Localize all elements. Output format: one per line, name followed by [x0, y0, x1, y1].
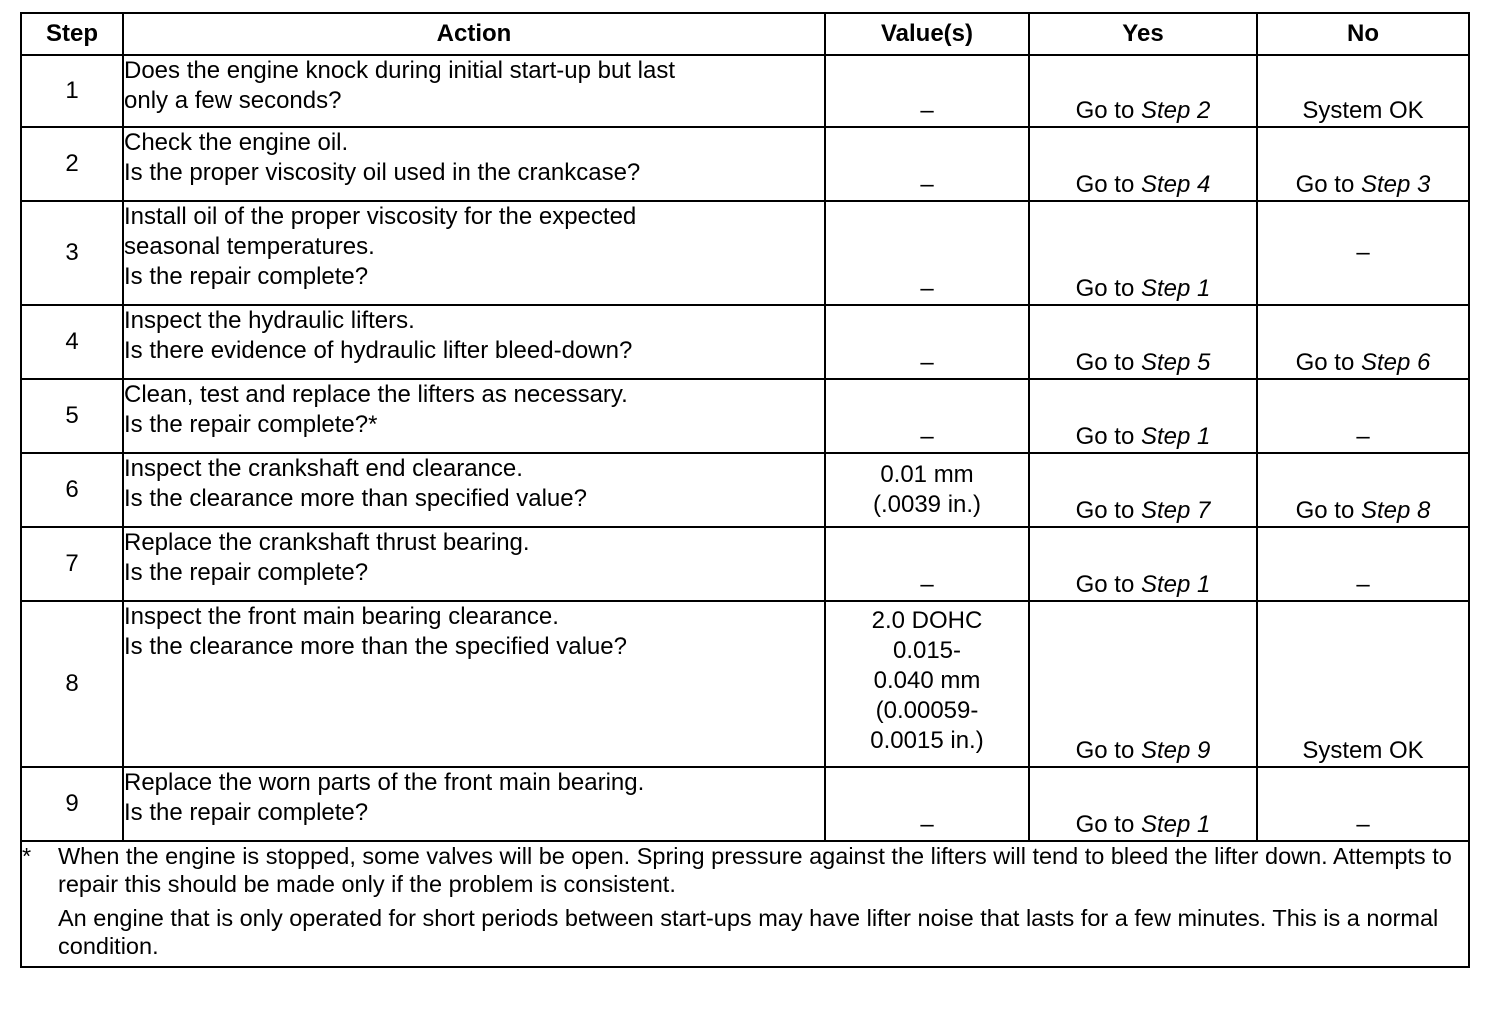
goto-prefix: Go to: [1295, 171, 1361, 198]
yes-cell: [1029, 601, 1257, 767]
value-cell: –: [825, 379, 1029, 453]
yes-cell: [1029, 453, 1257, 527]
yes-cell: [1029, 767, 1257, 841]
table-row: [21, 453, 1469, 527]
goto-prefix: Go to: [1295, 349, 1361, 376]
goto-prefix: Go to: [1075, 571, 1141, 598]
value-cell: –: [825, 767, 1029, 841]
no-cell: –: [1257, 767, 1469, 841]
step-reference: Step 8: [1360, 497, 1431, 524]
action-line: Replace the crankshaft thrust bearing.: [124, 529, 530, 556]
value-line: (0.00059-: [875, 697, 979, 724]
no-cell: –: [1257, 379, 1469, 453]
diagnostic-table-container: [20, 12, 1468, 968]
table-body: [21, 55, 1469, 841]
step-reference: Step 5: [1140, 349, 1211, 376]
action-line: only a few seconds?: [124, 87, 342, 114]
value-line: 0.040 mm: [873, 667, 981, 694]
no-cell: [1257, 305, 1469, 379]
goto-prefix: Go to: [1075, 349, 1141, 376]
value-line: (.0039 in.): [872, 491, 982, 518]
action-cell: [123, 201, 825, 305]
action-line: Is the repair complete?: [124, 559, 369, 586]
no-cell: [1257, 127, 1469, 201]
value-cell: –: [825, 127, 1029, 201]
yes-cell: [1029, 55, 1257, 127]
step-reference: Step 2: [1140, 97, 1211, 124]
value-cell: –: [825, 305, 1029, 379]
action-line: Is the clearance more than the specified value?: [124, 633, 627, 660]
goto-prefix: Go to: [1295, 497, 1361, 524]
footnote-paragraph-1: When the engine is stopped, some valves will be open. Spring pressure against the lifters will tend to bleed the lifter down. Attempts to repair this should be made only if the problem is consistent.: [58, 843, 1452, 897]
action-cell: [123, 527, 825, 601]
value-cell: –: [825, 55, 1029, 127]
footnote-body: [58, 842, 1468, 966]
table-row: [21, 379, 1469, 453]
action-line: seasonal temperatures.: [124, 233, 375, 260]
step-reference: Step 1: [1140, 811, 1211, 838]
action-line: Clean, test and replace the lifters as necessary.: [124, 381, 628, 408]
action-cell: [123, 601, 825, 767]
value-line: 0.0015 in.): [870, 727, 984, 754]
header-action: Action: [123, 13, 825, 55]
action-cell: [123, 55, 825, 127]
step-number: 6: [21, 453, 123, 527]
diagnostic-table: [20, 12, 1470, 968]
no-cell: –: [1257, 527, 1469, 601]
table-row: [21, 767, 1469, 841]
step-number: 3: [21, 201, 123, 305]
action-cell: [123, 767, 825, 841]
goto-prefix: Go to: [1075, 811, 1141, 838]
goto-prefix: Go to: [1075, 423, 1141, 450]
header-values: Value(s): [825, 13, 1029, 55]
header-step: Step: [21, 13, 123, 55]
action-line: Inspect the hydraulic lifters.: [124, 307, 415, 334]
value-line: 2.0 DOHC: [871, 607, 983, 634]
action-line: Is there evidence of hydraulic lifter bleed-down?: [124, 337, 633, 364]
goto-prefix: Go to: [1075, 497, 1141, 524]
step-number: 4: [21, 305, 123, 379]
no-cell: System OK: [1257, 601, 1469, 767]
header-row: [21, 13, 1469, 55]
goto-prefix: Go to: [1075, 97, 1141, 124]
step-reference: Step 1: [1140, 275, 1211, 302]
action-line: Is the repair complete?: [124, 799, 369, 826]
step-reference: Step 3: [1360, 171, 1431, 198]
no-cell: System OK: [1257, 55, 1469, 127]
no-cell: –: [1257, 201, 1469, 305]
action-line: Is the repair complete?*: [124, 411, 378, 438]
action-cell: [123, 453, 825, 527]
step-reference: Step 1: [1140, 423, 1211, 450]
action-cell: [123, 127, 825, 201]
value-cell: –: [825, 201, 1029, 305]
step-number: 1: [21, 55, 123, 127]
action-line: Inspect the front main bearing clearance.: [124, 603, 559, 630]
action-cell: [123, 379, 825, 453]
step-reference: Step 4: [1140, 171, 1211, 198]
footnote-cell: [21, 841, 1469, 967]
yes-cell: [1029, 305, 1257, 379]
value-line: 0.015-: [892, 637, 962, 664]
value-cell: –: [825, 527, 1029, 601]
action-line: Inspect the crankshaft end clearance.: [124, 455, 523, 482]
action-line: Replace the worn parts of the front main bearing.: [124, 769, 645, 796]
step-number: 8: [21, 601, 123, 767]
footnote-mark: *: [22, 843, 32, 869]
action-line: Is the proper viscosity oil used in the crankcase?: [124, 159, 641, 186]
header-no: No: [1257, 13, 1469, 55]
value-cell: [825, 453, 1029, 527]
value-cell: [825, 601, 1029, 767]
goto-prefix: Go to: [1075, 737, 1141, 764]
yes-cell: [1029, 527, 1257, 601]
footnote-row: [21, 841, 1469, 967]
value-line: 0.01 mm: [880, 461, 974, 488]
step-reference: Step 6: [1360, 349, 1431, 376]
goto-prefix: Go to: [1075, 171, 1141, 198]
action-line: Does the engine knock during initial start-up but last: [124, 57, 675, 84]
step-number: 2: [21, 127, 123, 201]
action-line: Install oil of the proper viscosity for the expected: [124, 203, 637, 230]
table-row: [21, 601, 1469, 767]
goto-prefix: Go to: [1075, 275, 1141, 302]
table-row: [21, 527, 1469, 601]
step-number: 9: [21, 767, 123, 841]
action-line: Check the engine oil.: [124, 129, 349, 156]
footnote-paragraph-2: An engine that is only operated for short periods between start-ups may have lifter noise that lasts for a few minutes. This is a normal condition.: [58, 905, 1439, 959]
step-number: 7: [21, 527, 123, 601]
table-row: [21, 55, 1469, 127]
action-line: Is the repair complete?: [124, 263, 369, 290]
table-row: [21, 305, 1469, 379]
yes-cell: [1029, 127, 1257, 201]
table-row: [21, 201, 1469, 305]
header-yes: Yes: [1029, 13, 1257, 55]
step-reference: Step 1: [1140, 571, 1211, 598]
action-cell: [123, 305, 825, 379]
yes-cell: [1029, 201, 1257, 305]
no-cell: [1257, 453, 1469, 527]
step-number: 5: [21, 379, 123, 453]
step-reference: Step 9: [1140, 737, 1211, 764]
step-reference: Step 7: [1140, 497, 1211, 524]
yes-cell: [1029, 379, 1257, 453]
table-row: [21, 127, 1469, 201]
action-line: Is the clearance more than specified value?: [124, 485, 587, 512]
